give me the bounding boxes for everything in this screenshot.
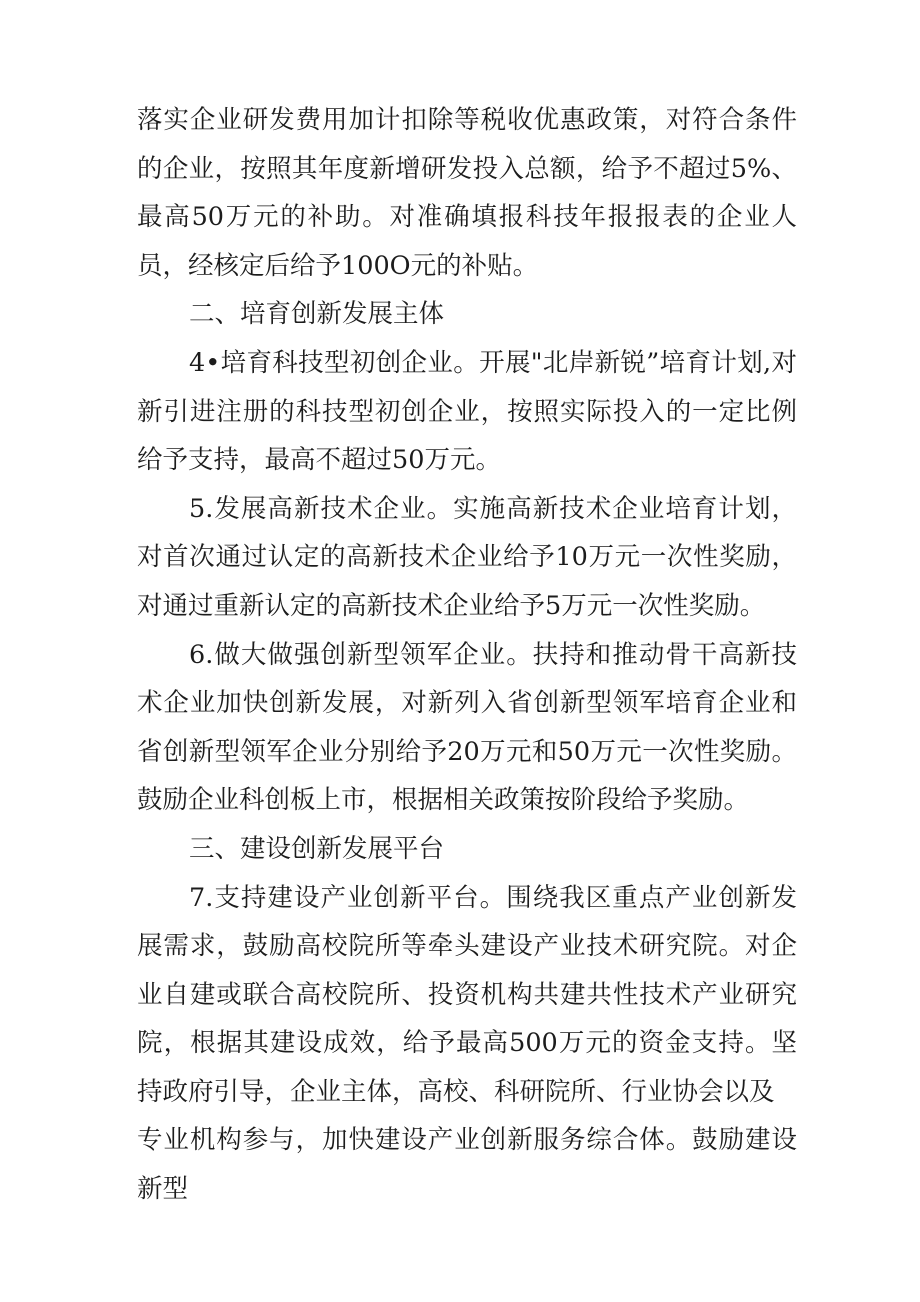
paragraph-item-6: 6.做大做强创新型领军企业。扶持和推动骨干高新技术企业加快创新发展，对新列入省创新型领军培育企业和省创新型领军企业分别给予20万元和50万元一次性奖励。鼓励企业科创板上市，根据相关政策按阶段给予奖励。 bbox=[137, 639, 797, 816]
paragraph-item-7-continuation: 专业机构参与，加快建设产业创新服务综合体。鼓励建设新型 bbox=[137, 1125, 797, 1205]
paragraph-item-7: 7.支持建设产业创新平台。围绕我区重点产业创新发展需求，鼓励高校院所等牵头建设产业技术研究院。对企业自建或联合高校院所、投资机构共建共性技术产业研究院，根据其建设成效，给予最高500万元的资金支持。坚持政府引导，企业主体，高校、科研院所、行业协会以及 bbox=[137, 882, 797, 1107]
paragraph-continuation: 落实企业研发费用加计扣除等税收优惠政策，对符合条件的企业，按照其年度新增研发投入总额，给予不超过5%、最高50万元的补助。对准确填报科技年报报表的企业人员，经核定后给予100O元的补贴。 bbox=[137, 105, 797, 281]
paragraph-item-5: 5.发展高新技术企业。实施高新技术企业培育计划，对首次通过认定的高新技术企业给予10万元一次性奖励，对通过重新认定的高新技术企业给予5万元一次性奖励。 bbox=[137, 493, 797, 621]
section-heading-2: 二、培育创新发展主体 bbox=[189, 299, 445, 330]
document-body bbox=[137, 96, 797, 1214]
section-heading-3: 三、建设创新发展平台 bbox=[189, 833, 445, 864]
paragraph-item-4: 4•培育科技型初创企业。开展"北岸新锐”培育计划,对新引进注册的科技型初创企业，按照实际投入的一定比例给予支持，最高不超过50万元。 bbox=[137, 347, 797, 476]
